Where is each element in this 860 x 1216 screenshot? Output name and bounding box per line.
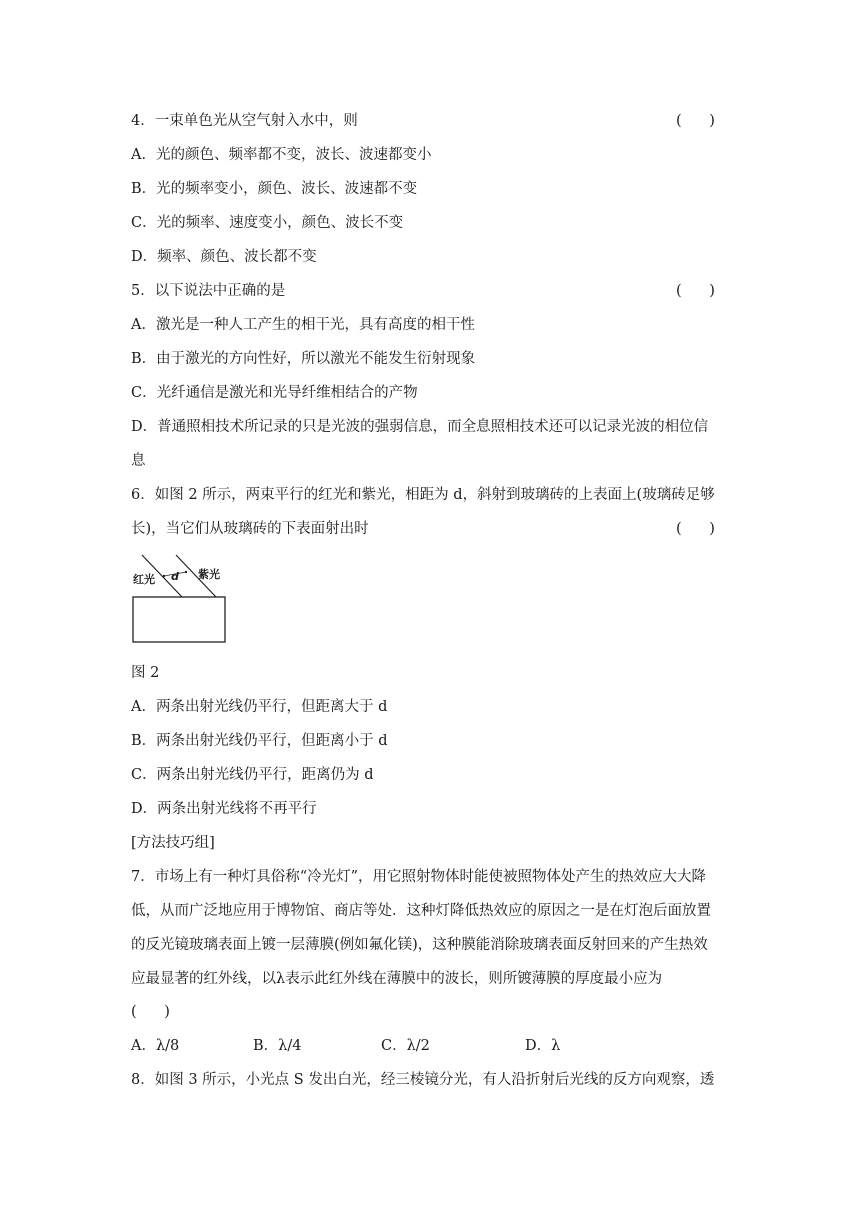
q4-option-d: D．频率、颜色、波长都不变 [131, 249, 317, 265]
section-heading: [方法技巧组] [131, 835, 215, 851]
label-violet-light: 紫光 [198, 568, 220, 581]
q6-stem-line2: 长)，当它们从玻璃砖的下表面射出时 [131, 521, 369, 537]
figure-2-diagram [128, 550, 233, 646]
q6-option-a: A．两条出射光线仍平行，但距离大于 d [131, 699, 388, 715]
q6-stem-line1: 6．如图 2 所示，两束平行的红光和紫光，相距为 d，斜射到玻璃砖的上表面上(玻璃砖足够 [131, 487, 715, 503]
q5-stem: 5．以下说法中正确的是 [131, 283, 286, 299]
q7-answer-paren: ( ) [131, 1004, 170, 1020]
q6-option-b: B．两条出射光线仍平行，但距离小于 d [131, 733, 388, 749]
red-point-dot [163, 575, 165, 577]
q4-option-c: C．光的频率、速度变小，颜色、波长不变 [131, 215, 404, 231]
q7-line2: 低，从而广泛地应用于博物馆、商店等处．这种灯降低热效应的原因之一是在灯泡后面放置 [131, 903, 711, 919]
q8-line1: 8．如图 3 所示，小光点 S 发出白光，经三棱镜分光，有人沿折射后光线的反方向观察，透 [131, 1072, 715, 1088]
label-red-light: 红光 [133, 573, 155, 586]
violet-point-dot [185, 571, 187, 573]
q7-option-d: D．λ [525, 1038, 561, 1054]
figure-2-caption: 图 2 [131, 665, 160, 681]
q6-option-c: C．两条出射光线仍平行，距离仍为 d [131, 767, 374, 783]
label-d: d [171, 570, 179, 583]
q6-option-d: D．两条出射光线将不再平行 [131, 801, 317, 817]
q4-answer-paren: ( ) [676, 113, 715, 129]
q4-stem: 4．一束单色光从空气射入水中，则 [131, 113, 358, 129]
q5-option-d: D．普通照相技术所记录的只是光波的强弱信息，而全息照相技术还可以记录光波的相位信 [131, 419, 709, 435]
q7-option-b: B．λ/4 [253, 1038, 302, 1054]
q7-line4: 应最显著的红外线，以λ表示此红外线在薄膜中的波长，则所镀薄膜的厚度最小应为 [131, 971, 663, 987]
glass-brick [133, 597, 225, 642]
q5-option-b: B．由于激光的方向性好，所以激光不能发生衍射现象 [131, 351, 476, 367]
q5-answer-paren: ( ) [676, 283, 715, 299]
q4-option-a: A．光的颜色、频率都不变，波长、波速都变小 [131, 147, 432, 163]
q7-line3: 的反光镜玻璃表面上镀一层薄膜(例如氟化镁)，这种膜能消除玻璃表面反射回来的产生热效 [131, 937, 708, 953]
q5-option-d-continuation: 息 [131, 453, 146, 469]
q4-option-b: B．光的频率变小，颜色、波长、波速都不变 [131, 181, 418, 197]
q7-line1: 7．市场上有一种灯具俗称“冷光灯”，用它照射物体时能使被照物体处产生的热效应大大降 [131, 869, 707, 885]
q6-answer-paren: ( ) [676, 521, 715, 537]
q5-option-a: A．激光是一种人工产生的相干光，具有高度的相干性 [131, 317, 475, 333]
q5-option-c: C．光纤通信是激光和光导纤维相结合的产物 [131, 385, 418, 401]
q7-option-c: C．λ/2 [381, 1038, 430, 1054]
q7-option-a: A．λ/8 [131, 1038, 180, 1054]
